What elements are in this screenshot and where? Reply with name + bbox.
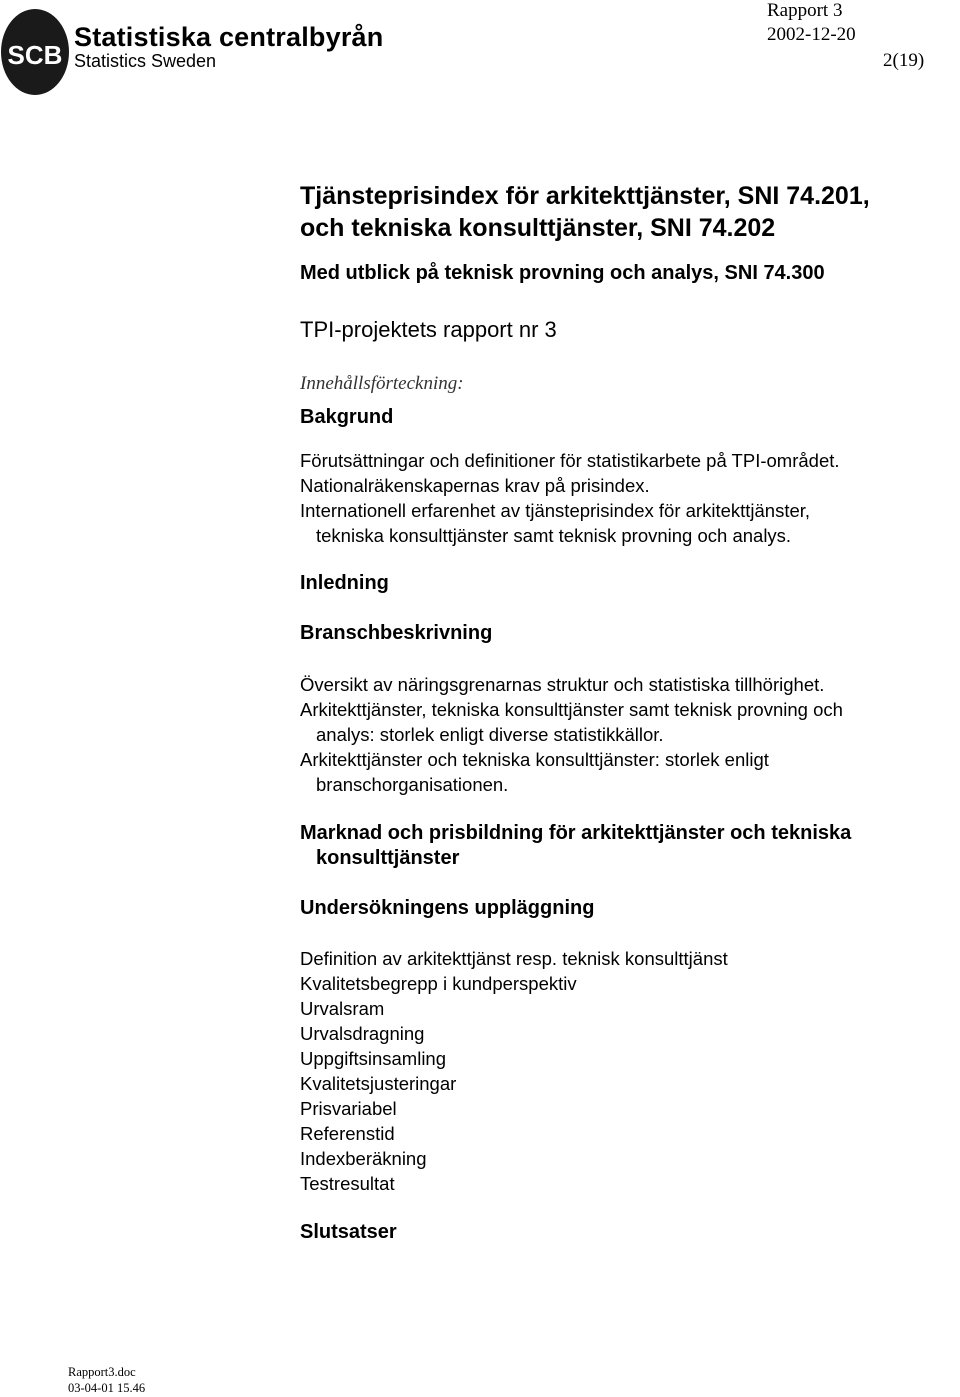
title-line-2: och tekniska konsulttjänster, SNI 74.202 xyxy=(300,214,776,242)
toc-label: Innehållsförteckning: xyxy=(300,373,464,394)
toc-item: Prisvariabel xyxy=(300,1098,397,1119)
toc-item-continuation: branschorganisationen. xyxy=(316,774,509,795)
toc-item-continuation: tekniska konsulttjänster samt teknisk provning och analys. xyxy=(316,525,792,546)
scb-emblem-icon xyxy=(0,8,70,96)
doc-date: 2002-12-20 xyxy=(767,24,856,45)
toc-item: Arkitekttjänster, tekniska konsulttjänster samt teknisk provning och xyxy=(300,699,843,720)
subtitle: Med utblick på teknisk provning och analys, SNI 74.300 xyxy=(300,262,825,284)
doc-label: Rapport 3 xyxy=(767,0,843,21)
toc-item: Urvalsdragning xyxy=(300,1023,425,1044)
org-name: Statistiska centralbyrån xyxy=(74,22,384,52)
toc-item: Testresultat xyxy=(300,1173,395,1194)
toc-heading-undersokning: Undersökningens uppläggning xyxy=(300,897,595,919)
toc-heading-slutsatser: Slutsatser xyxy=(300,1221,397,1243)
toc-item: Översikt av näringsgrenarnas struktur och statistiska tillhörighet. xyxy=(300,674,825,695)
toc-heading-branschbeskrivning: Branschbeskrivning xyxy=(300,622,493,644)
footer-timestamp: 03-04-01 15.46 xyxy=(68,1381,146,1395)
page-number: 2(19) xyxy=(883,50,925,71)
toc-item: Indexberäkning xyxy=(300,1148,427,1169)
org-subtitle: Statistics Sweden xyxy=(74,51,217,71)
toc-heading-marknad: Marknad och prisbildning för arkitekttjänster och tekniska xyxy=(300,822,852,844)
toc-item: Referenstid xyxy=(300,1123,395,1144)
toc-item: Förutsättningar och definitioner för statistikarbete på TPI-området. xyxy=(300,450,840,471)
toc-item-continuation: analys: storlek enligt diverse statistikkällor. xyxy=(316,724,664,745)
toc-item: Uppgiftsinsamling xyxy=(300,1048,447,1069)
toc-heading-marknad-continuation: konsulttjänster xyxy=(316,847,460,869)
toc-item: Internationell erfarenhet av tjänsteprisindex för arkitekttjänster, xyxy=(300,500,811,521)
toc-item: Definition av arkitekttjänst resp. teknisk konsulttjänst xyxy=(300,948,728,969)
scb-emblem-text: SCB xyxy=(7,40,63,70)
title-line-1: Tjänsteprisindex för arkitekttjänster, SNI 74.201, xyxy=(300,182,870,210)
toc-item: Urvalsram xyxy=(300,998,385,1019)
toc-item: Arkitekttjänster och tekniska konsulttjänster: storlek enligt xyxy=(300,749,769,770)
report-title: TPI-projektets rapport nr 3 xyxy=(300,317,557,342)
toc-heading-bakgrund: Bakgrund xyxy=(300,406,394,428)
footer-filename: Rapport3.doc xyxy=(68,1365,136,1379)
toc-item: Kvalitetsbegrepp i kundperspektiv xyxy=(300,973,577,994)
scb-logo xyxy=(0,0,390,100)
toc-item: Kvalitetsjusteringar xyxy=(300,1073,457,1094)
toc-heading-inledning: Inledning xyxy=(300,572,389,594)
toc-item: Nationalräkenskapernas krav på prisindex. xyxy=(300,475,650,496)
